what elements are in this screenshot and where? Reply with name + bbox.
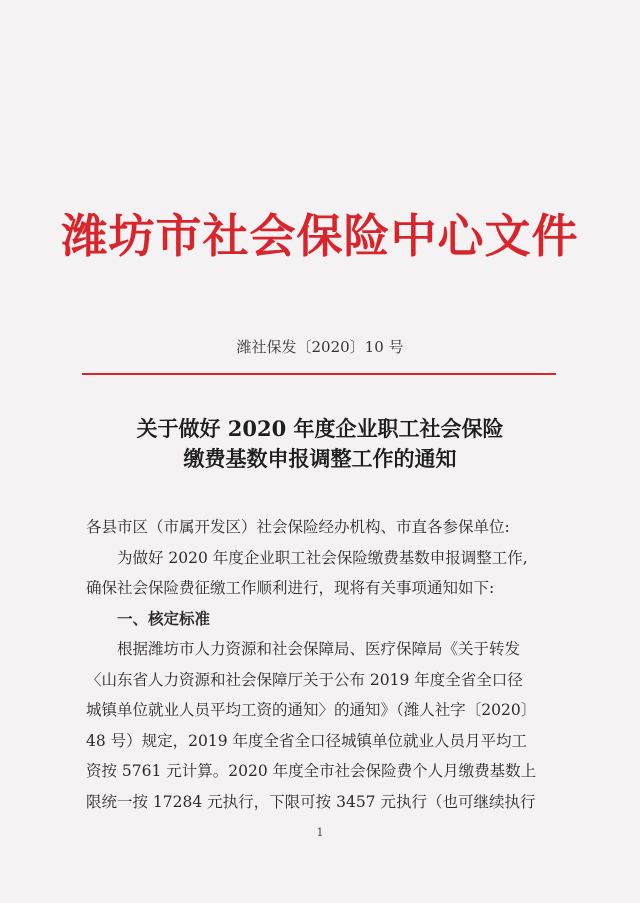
page-number: 1 xyxy=(316,826,324,839)
section-1-heading: 一、核定标准 xyxy=(117,609,211,628)
issuing-agency-header: 潍坊市社会保险中心文件 xyxy=(61,209,579,263)
notice-title-line-1: 关于做好 2020 年度企业职工社会保险 xyxy=(136,416,504,441)
section-1-line: 城镇单位就业人员平均工资的通知〉的通知》（潍人社字〔2020〕 xyxy=(86,701,537,719)
notice-body xyxy=(86,512,566,817)
section-1-line: 48 号）规定，2019 年度全省全口径城镇单位就业人员月平均工 xyxy=(86,731,528,750)
document-number: 潍社保发〔2020〕10 号 xyxy=(236,338,404,356)
intro-line-1: 为做好 2020 年度企业职工社会保险缴费基数申报调整工作, xyxy=(117,548,528,567)
red-divider-line xyxy=(82,373,556,375)
intro-line-2: 确保社会保险费征缴工作顺利进行，现将有关事项通知如下: xyxy=(86,579,495,597)
salutation: 各县市区（市属开发区）社会保险经办机构、市直各参保单位: xyxy=(86,518,510,536)
section-1-line: 限统一按 17284 元执行，下限可按 3457 元执行（也可继续执行 xyxy=(86,792,536,811)
section-1-line: 资按 5761 元计算。2020 年度全市社会保险费个人月缴费基数上 xyxy=(86,762,537,780)
notice-title xyxy=(0,414,640,474)
section-1-line: 根据潍坊市人力资源和社会保障局、医疗保障局《关于转发 xyxy=(117,640,521,658)
section-1-line: 〈山东省人力资源和社会保障厅关于公布 2019 年度全省全口径 xyxy=(86,670,523,689)
notice-title-line-2: 缴费基数申报调整工作的通知 xyxy=(183,446,457,471)
